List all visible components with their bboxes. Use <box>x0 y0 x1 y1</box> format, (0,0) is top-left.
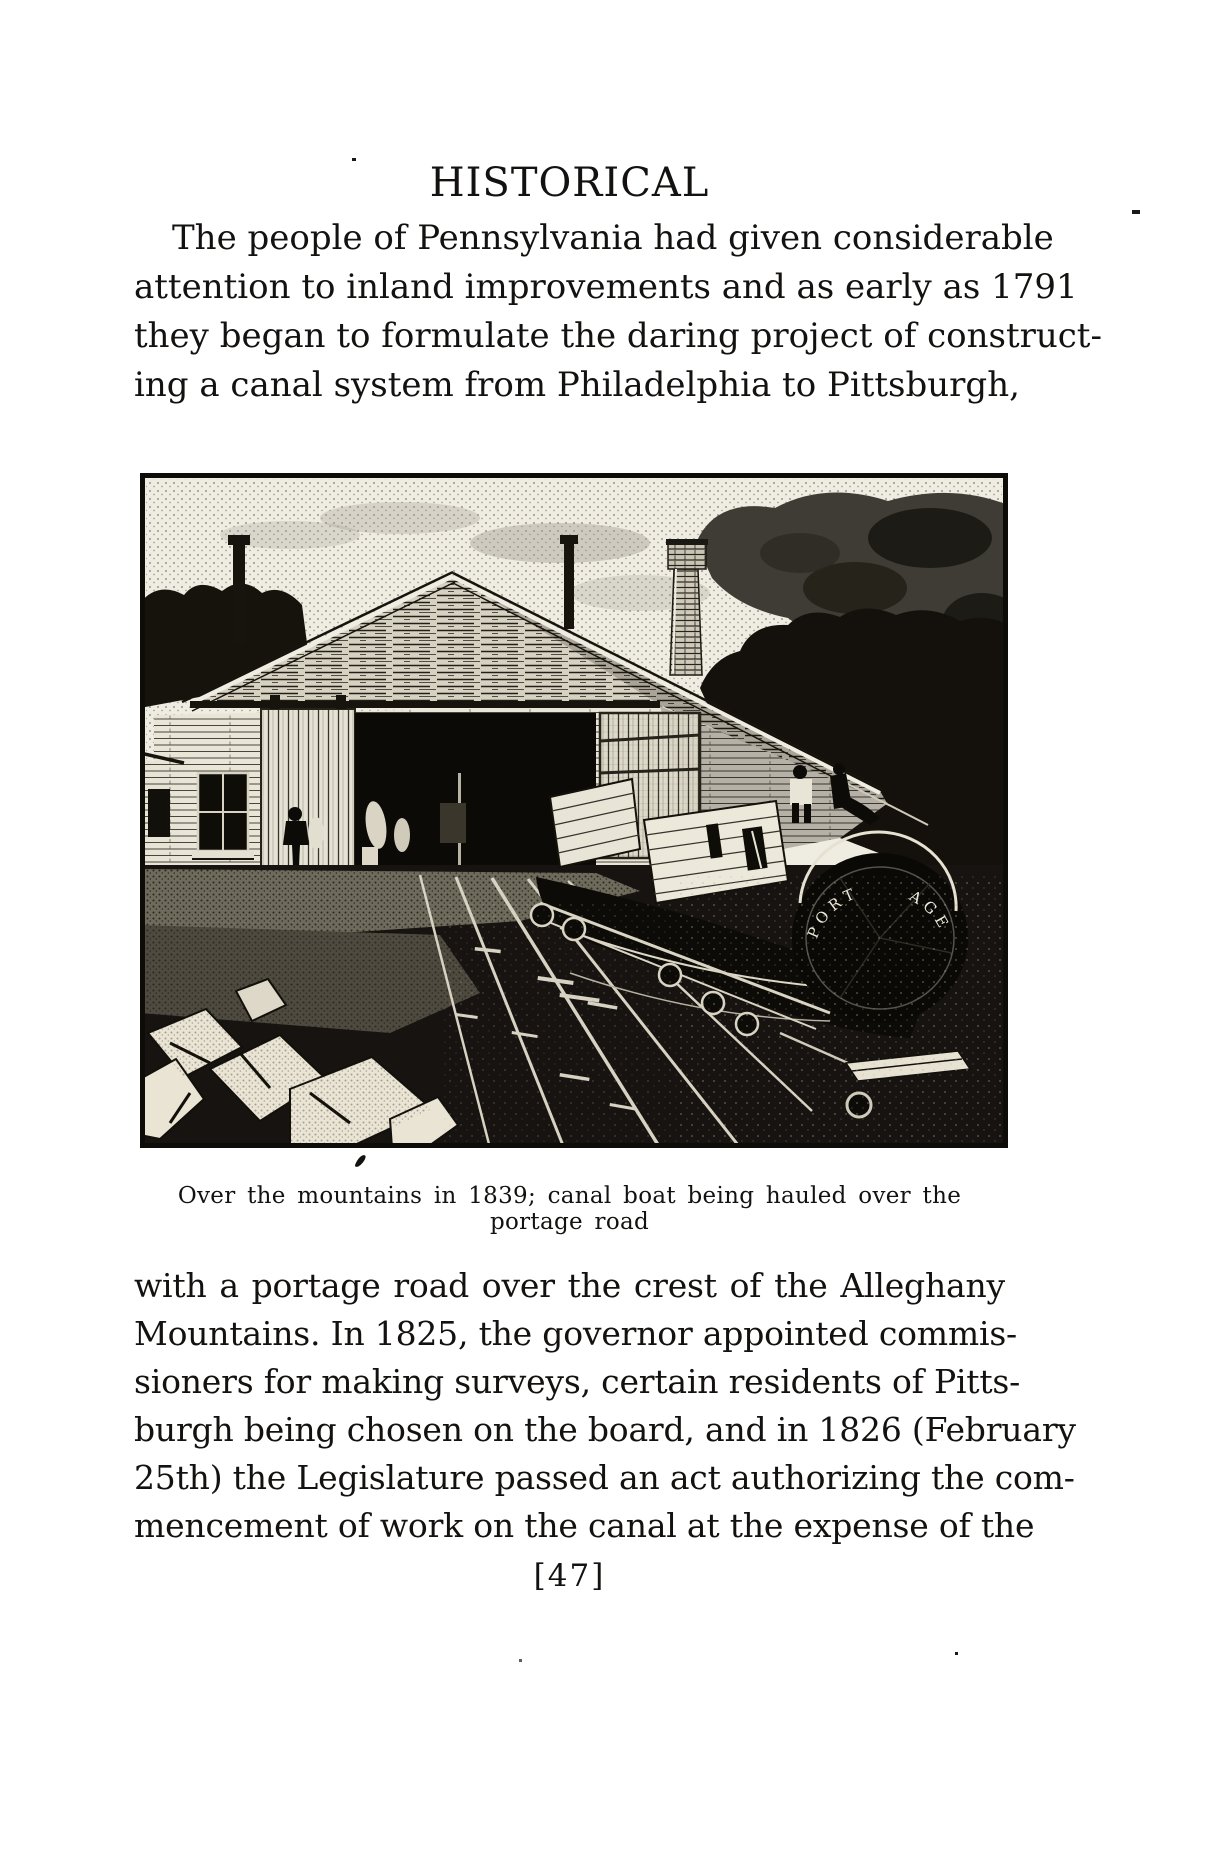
ink-speck <box>1132 210 1140 214</box>
shed-window <box>192 773 254 859</box>
illustration-figure <box>140 473 1008 1148</box>
paragraph-2-line: mencement of work on the canal at the expense of the <box>134 1506 1035 1545</box>
paragraph-1-line: attention to inland improvements and as early as 1791 <box>134 267 1078 307</box>
ink-mark <box>354 1155 367 1168</box>
paragraph-2 <box>134 1262 1076 1550</box>
paragraph-1-line: The people of Pennsylvania had given considerable <box>172 218 1054 258</box>
illustration-caption: Over the mountains in 1839; canal boat being hauled over the portage road <box>177 1183 962 1235</box>
page-title: HISTORICAL <box>429 160 710 206</box>
paragraph-2-line: with a portage road over the crest of the Alleghany <box>134 1266 1005 1305</box>
lean-to-shed <box>140 753 184 869</box>
ink-speck <box>955 1652 958 1655</box>
paragraph-1-line: they began to formulate the daring project of construct- <box>134 316 1102 356</box>
paragraph-2-line: burgh being chosen on the board, and in 1826 (February <box>134 1410 1076 1449</box>
paragraph-2-line: Mountains. In 1825, the governor appointed commis- <box>134 1314 1017 1353</box>
ink-speck <box>352 158 356 161</box>
paragraph-1 <box>134 214 1102 410</box>
paragraph-2-line: 25th) the Legislature passed an act authorizing the com- <box>134 1458 1075 1497</box>
paragraph-2-line: sioners for making surveys, certain residents of Pitts- <box>134 1362 1021 1401</box>
ink-speck <box>519 1659 522 1662</box>
illustration <box>140 473 1008 1148</box>
paragraph-1-line: ing a canal system from Philadelphia to Pittsburgh, <box>134 365 1020 405</box>
page-number: [47] <box>533 1558 606 1594</box>
